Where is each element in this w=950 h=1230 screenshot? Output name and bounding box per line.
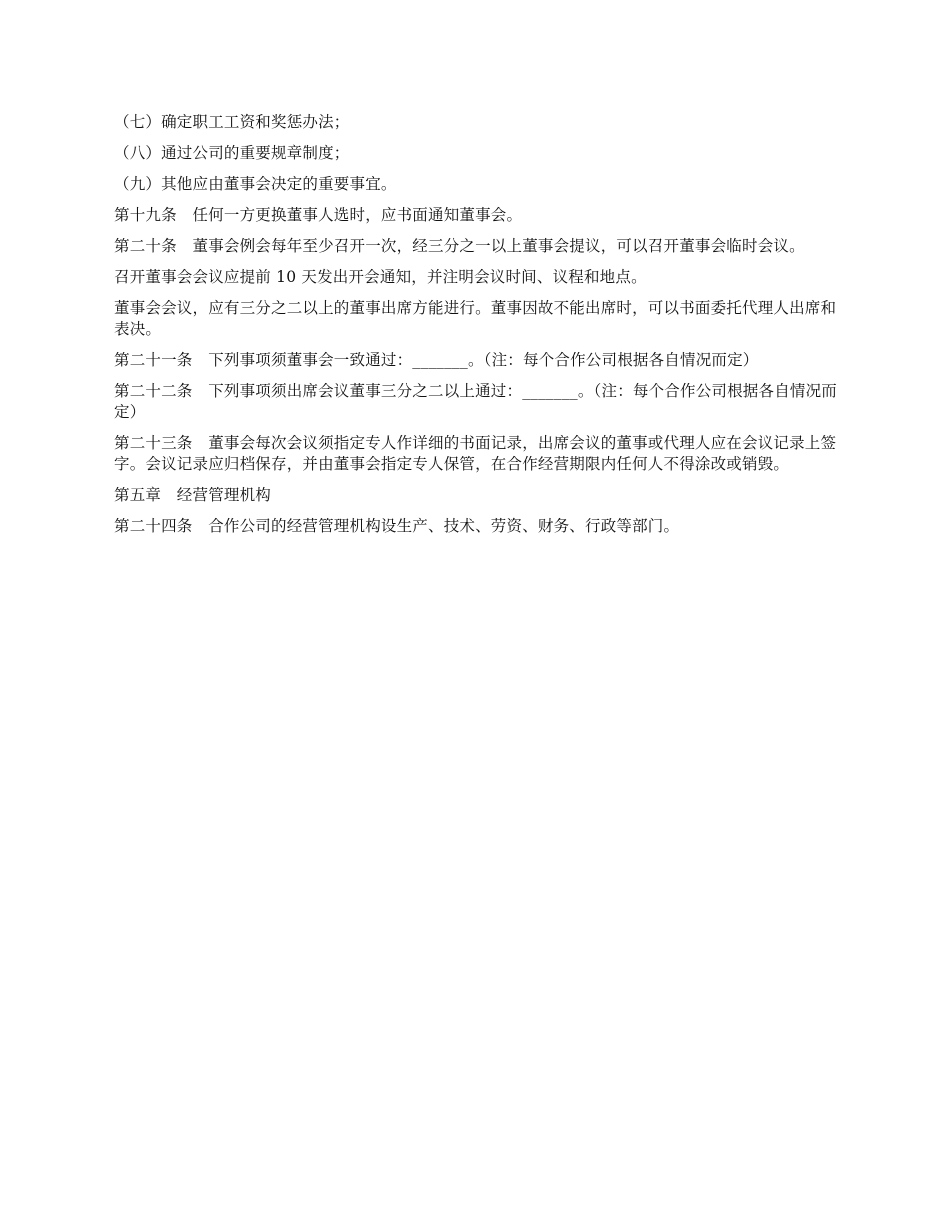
article-23: 第二十三条 董事会每次会议须指定专人作详细的书面记录，出席会议的董事或代理人应在会议记录上签字。会议记录应归档保存，并由董事会指定专人保管，在合作经营期限内任何人不得涂改或销毁。 <box>114 434 837 473</box>
meeting-notice-paragraph: 召开董事会会议应提前 10 天发出开会通知，并注明会议时间、议程和地点。 <box>114 268 647 286</box>
article-20: 第二十条 董事会例会每年至少召开一次，经三分之一以上董事会提议，可以召开董事会临时会议。 <box>114 237 805 255</box>
document-page <box>114 112 844 547</box>
article-21: 第二十一条 下列事项须董事会一致通过：_______。（注：每个合作公司根据各自情况而定） <box>114 351 759 369</box>
article-24: 第二十四条 合作公司的经营管理机构设生产、技术、劳资、财务、行政等部门。 <box>114 517 680 535</box>
quorum-paragraph: 董事会会议，应有三分之二以上的董事出席方能进行。董事因故不能出席时，可以书面委托代理人出席和表决。 <box>114 299 837 338</box>
article-19: 第十九条 任何一方更换董事人选时，应书面通知董事会。 <box>114 206 523 224</box>
chapter-5-heading: 第五章 经营管理机构 <box>114 486 272 504</box>
article-22: 第二十二条 下列事项须出席会议董事三分之二以上通过：_______。（注：每个合作公司根据各自情况而定） <box>114 382 838 421</box>
clause-item-7: （七）确定职工工资和奖惩办法； <box>114 113 350 131</box>
clause-item-8: （八）通过公司的重要规章制度； <box>114 144 350 162</box>
clause-item-9: （九）其他应由董事会决定的重要事宜。 <box>114 175 397 193</box>
